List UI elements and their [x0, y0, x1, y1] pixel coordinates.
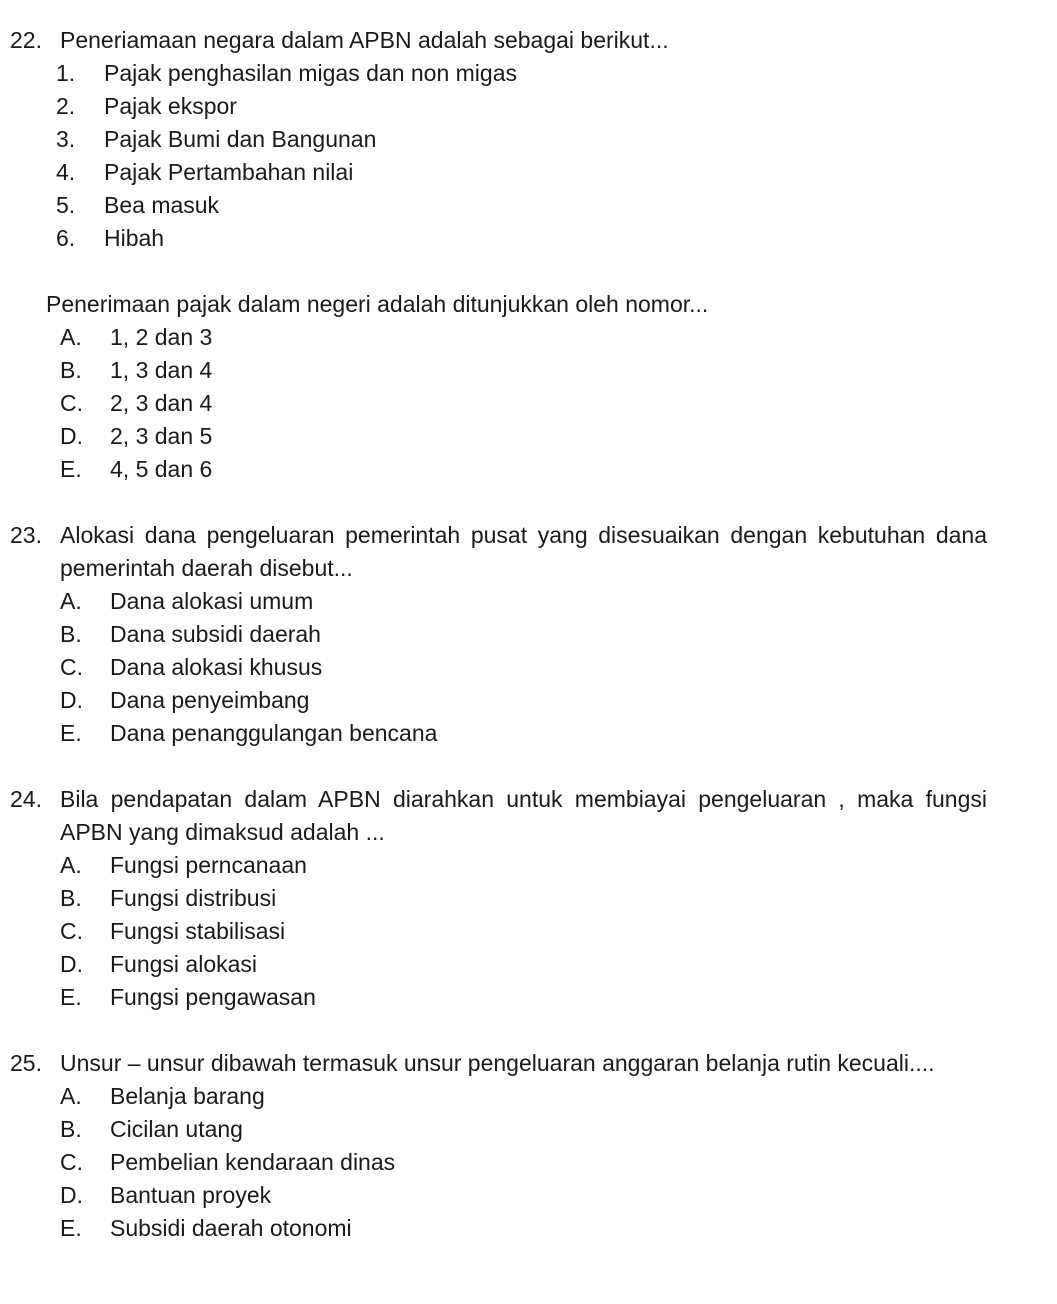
question-header: [0, 24, 1057, 57]
option-text: Belanja barang: [110, 1083, 265, 1109]
option-text: Cicilan utang: [110, 1116, 243, 1142]
statement-item: [0, 222, 1057, 255]
question-text: Alokasi dana pengeluaran pemerintah pusat yang disesuaikan dengan kebutuhan dana pemerintah daerah disebut...: [60, 522, 987, 581]
statement-number: 6.: [56, 225, 76, 251]
option-letter: E.: [60, 984, 82, 1010]
option-letter: A.: [60, 324, 82, 350]
option-text: Fungsi stabilisasi: [110, 918, 286, 944]
statement-number: 3.: [56, 126, 76, 152]
answer-options: [0, 849, 1057, 1014]
option-text: Dana subsidi daerah: [110, 621, 321, 647]
statement-item: [0, 90, 1057, 123]
option-letter: E.: [60, 456, 82, 482]
statement-text: Pajak Bumi dan Bangunan: [104, 126, 377, 152]
question-header: [0, 783, 1057, 849]
answer-options: [0, 1080, 1057, 1245]
question-number: 22.: [10, 27, 42, 53]
question-text: Bila pendapatan dalam APBN diarahkan untuk membiayai pengeluaran , maka fungsi APBN yang dimaksud adalah ...: [60, 786, 987, 845]
option-text: Pembelian kendaraan dinas: [110, 1149, 396, 1175]
statement-number: 4.: [56, 159, 76, 185]
option-text: Dana penanggulangan bencana: [110, 720, 438, 746]
option-text: Dana alokasi umum: [110, 588, 314, 614]
option-text: 2, 3 dan 4: [110, 390, 213, 416]
option-letter: C.: [60, 918, 83, 944]
option-text: Fungsi pengawasan: [110, 984, 316, 1010]
option-c[interactable]: [0, 387, 1057, 420]
option-a[interactable]: [0, 849, 1057, 882]
option-letter: D.: [60, 687, 83, 713]
option-letter: D.: [60, 951, 83, 977]
option-d[interactable]: [0, 420, 1057, 453]
statement-text: Pajak penghasilan migas dan non migas: [104, 60, 517, 86]
question-text: Peneriamaan negara dalam APBN adalah sebagai berikut...: [60, 27, 669, 53]
option-letter: C.: [60, 654, 83, 680]
statement-text: Hibah: [104, 225, 165, 251]
option-text: Fungsi alokasi: [110, 951, 258, 977]
option-text: Subsidi daerah otonomi: [110, 1215, 352, 1241]
option-letter: A.: [60, 588, 82, 614]
option-c[interactable]: [0, 915, 1057, 948]
option-e[interactable]: [0, 717, 1057, 750]
option-d[interactable]: [0, 948, 1057, 981]
option-b[interactable]: [0, 882, 1057, 915]
question-number: 24.: [10, 786, 42, 812]
option-letter: E.: [60, 720, 82, 746]
option-text: 4, 5 dan 6: [110, 456, 213, 482]
option-letter: D.: [60, 1182, 83, 1208]
statement-text: Bea masuk: [104, 192, 220, 218]
option-e[interactable]: [0, 1212, 1057, 1245]
statement-item: [0, 156, 1057, 189]
option-letter: B.: [60, 885, 82, 911]
option-letter: D.: [60, 423, 83, 449]
option-text: Fungsi distribusi: [110, 885, 277, 911]
option-d[interactable]: [0, 684, 1057, 717]
statement-number: 2.: [56, 93, 76, 119]
answer-options: [0, 321, 1057, 486]
option-e[interactable]: [0, 453, 1057, 486]
statement-number: 5.: [56, 192, 76, 218]
option-b[interactable]: [0, 1113, 1057, 1146]
option-letter: B.: [60, 357, 82, 383]
option-text: 1, 3 dan 4: [110, 357, 213, 383]
question-text: Unsur – unsur dibawah termasuk unsur pengeluaran anggaran belanja rutin kecuali....: [60, 1050, 935, 1076]
statement-item: [0, 123, 1057, 156]
option-letter: C.: [60, 390, 83, 416]
option-letter: E.: [60, 1215, 82, 1241]
statement-text: Pajak ekspor: [104, 93, 237, 119]
option-a[interactable]: [0, 321, 1057, 354]
option-a[interactable]: [0, 1080, 1057, 1113]
question-header: [0, 519, 1057, 585]
question-24: [0, 783, 1057, 1014]
option-b[interactable]: [0, 354, 1057, 387]
option-b[interactable]: [0, 618, 1057, 651]
statement-number: 1.: [56, 60, 76, 86]
option-d[interactable]: [0, 1179, 1057, 1212]
option-c[interactable]: [0, 651, 1057, 684]
option-text: 2, 3 dan 5: [110, 423, 213, 449]
question-prompt: Penerimaan pajak dalam negeri adalah ditunjukkan oleh nomor...: [46, 291, 709, 317]
option-letter: B.: [60, 621, 82, 647]
option-letter: C.: [60, 1149, 83, 1175]
option-letter: A.: [60, 1083, 82, 1109]
question-number: 23.: [10, 522, 42, 548]
option-c[interactable]: [0, 1146, 1057, 1179]
option-letter: B.: [60, 1116, 82, 1142]
option-text: Fungsi perncanaan: [110, 852, 307, 878]
question-header: [0, 1047, 1057, 1080]
option-text: 1, 2 dan 3: [110, 324, 213, 350]
statement-item: [0, 57, 1057, 90]
option-text: Bantuan proyek: [110, 1182, 272, 1208]
statement-item: [0, 189, 1057, 222]
question-23: [0, 519, 1057, 750]
question-25: [0, 1047, 1057, 1245]
option-a[interactable]: [0, 585, 1057, 618]
statement-list: [0, 57, 1057, 255]
option-text: Dana penyeimbang: [110, 687, 310, 713]
statement-text: Pajak Pertambahan nilai: [104, 159, 354, 185]
answer-options: [0, 585, 1057, 750]
option-e[interactable]: [0, 981, 1057, 1014]
question-22: [0, 24, 1057, 486]
option-letter: A.: [60, 852, 82, 878]
question-number: 25.: [10, 1050, 42, 1076]
option-text: Dana alokasi khusus: [110, 654, 323, 680]
